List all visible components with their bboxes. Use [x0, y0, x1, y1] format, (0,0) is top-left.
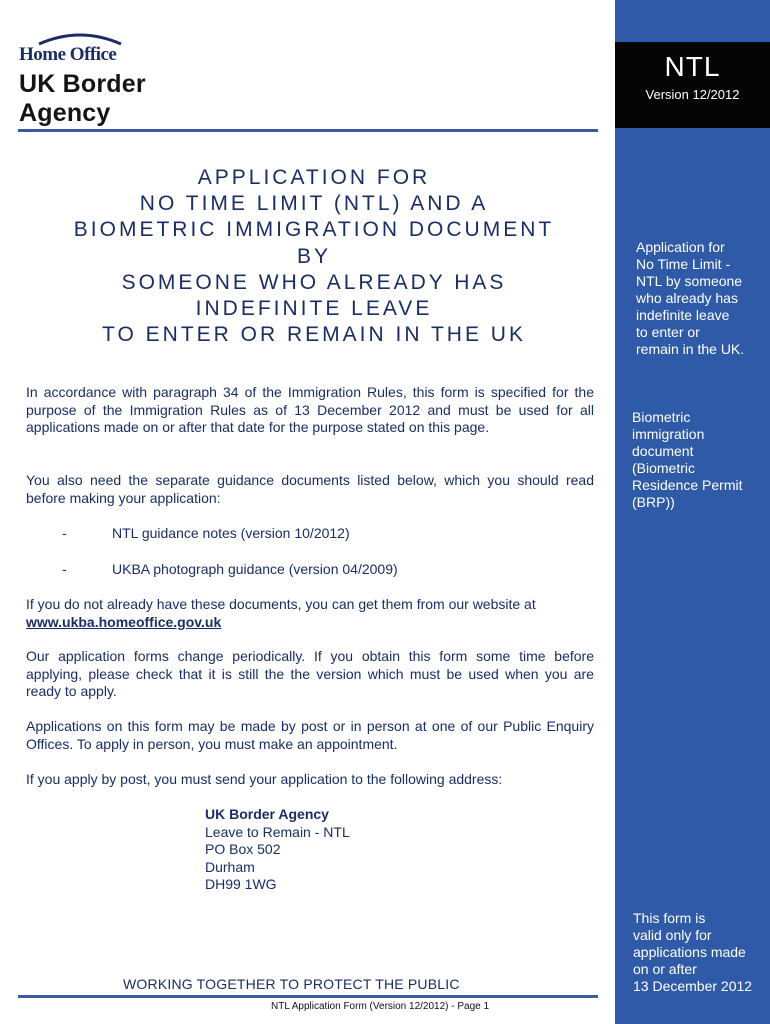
- website-paragraph: [26, 596, 594, 631]
- address-line: PO Box 502: [205, 841, 281, 857]
- title-line: NO TIME LIMIT (NTL) AND A: [139, 192, 489, 216]
- sidebar-line: remain in the UK.: [636, 341, 745, 357]
- sidebar-panel: [615, 0, 770, 1024]
- sidebar-line: Application for: [636, 239, 725, 255]
- page-title: [24, 165, 604, 348]
- title-line: INDEFINITE LEAVE: [195, 297, 433, 321]
- sidebar-validity-note: [633, 910, 752, 995]
- title-line: TO ENTER OR REMAIN IN THE UK: [102, 323, 526, 347]
- sidebar-line: applications made: [633, 944, 746, 960]
- sidebar-line: Residence Permit: [632, 477, 743, 493]
- title-line: SOMEONE WHO ALREADY HAS: [121, 270, 507, 294]
- website-link[interactable]: www.ukba.homeoffice.gov.uk: [26, 613, 222, 630]
- logo-ukba-line2: Agency: [19, 99, 111, 127]
- sidebar-line: Biometric: [632, 409, 691, 425]
- apply-methods-paragraph: Applications on this form may be made by post or in person at one of our Public Enquiry Offices. To apply in person, you must make an appointment.: [26, 718, 594, 752]
- footer-slogan: WORKING TOGETHER TO PROTECT THE PUBLIC: [123, 976, 460, 992]
- sidebar-line: valid only for: [633, 927, 712, 943]
- website-intro-text: If you do not already have these documents, you can get them from our website at: [26, 596, 536, 612]
- address-name: UK Border Agency: [205, 806, 329, 822]
- title-line: BIOMETRIC IMMIGRATION DOCUMENT: [73, 218, 555, 242]
- list-bullet: -: [62, 561, 67, 577]
- sidebar-line: 13 December 2012: [633, 978, 753, 994]
- postal-address: [205, 806, 350, 894]
- sidebar-line: to enter or: [636, 324, 700, 340]
- sidebar-line: (BRP)): [632, 494, 675, 510]
- sidebar-brp-description: [632, 409, 743, 511]
- sidebar-line: NTL by someone: [636, 273, 743, 289]
- logo-ukba-line1: UK Border: [19, 70, 146, 98]
- header-divider: [18, 129, 598, 132]
- title-line: APPLICATION FOR: [197, 166, 431, 189]
- address-line: Leave to Remain - NTL: [205, 823, 350, 840]
- sidebar-line: No Time Limit -: [636, 256, 731, 272]
- sidebar-line: who already has: [636, 290, 738, 306]
- sidebar-line: (Biometric: [632, 460, 696, 476]
- page-footer-label: NTL Application Form (Version 12/2012) - Page 1: [271, 1001, 490, 1012]
- form-code-box: [615, 42, 770, 128]
- address-line: DH99 1WG: [205, 876, 277, 892]
- form-version: Version 12/2012: [645, 87, 740, 102]
- sidebar-line: document: [632, 443, 694, 459]
- sidebar-line: on or after: [633, 961, 697, 977]
- footer-divider: [18, 995, 598, 998]
- sidebar-form-description: [636, 239, 744, 358]
- post-address-intro: If you apply by post, you must send your application to the following address:: [26, 771, 503, 787]
- sidebar-line: This form is: [633, 910, 706, 926]
- guidance-item: UKBA photograph guidance (version 04/2009): [112, 561, 398, 577]
- logo-ukba-text: [19, 70, 146, 128]
- logo-home-office-text: Home Office: [19, 44, 117, 65]
- guidance-item: NTL guidance notes (version 10/2012): [112, 525, 350, 541]
- sidebar-line: indefinite leave: [636, 307, 730, 323]
- list-bullet: -: [62, 525, 67, 541]
- intro-paragraph: In accordance with paragraph 34 of the Immigration Rules, this form is specified for the purpose of the Immigration Rules as of 13 December 2012 and must be used for all applications made on or after that date for the purpose stated on this page.: [26, 384, 594, 435]
- forms-change-paragraph: Our application forms change periodically. If you obtain this form some time before applying, please check that it is still the the version which must be used when you are ready to apply.: [26, 648, 594, 699]
- address-line: Durham: [205, 858, 255, 875]
- form-code: NTL: [664, 51, 721, 82]
- title-line: BY: [296, 244, 331, 268]
- sidebar-line: immigration: [632, 426, 705, 442]
- guidance-paragraph: You also need the separate guidance documents listed below, which you should read before making your application:: [26, 472, 594, 506]
